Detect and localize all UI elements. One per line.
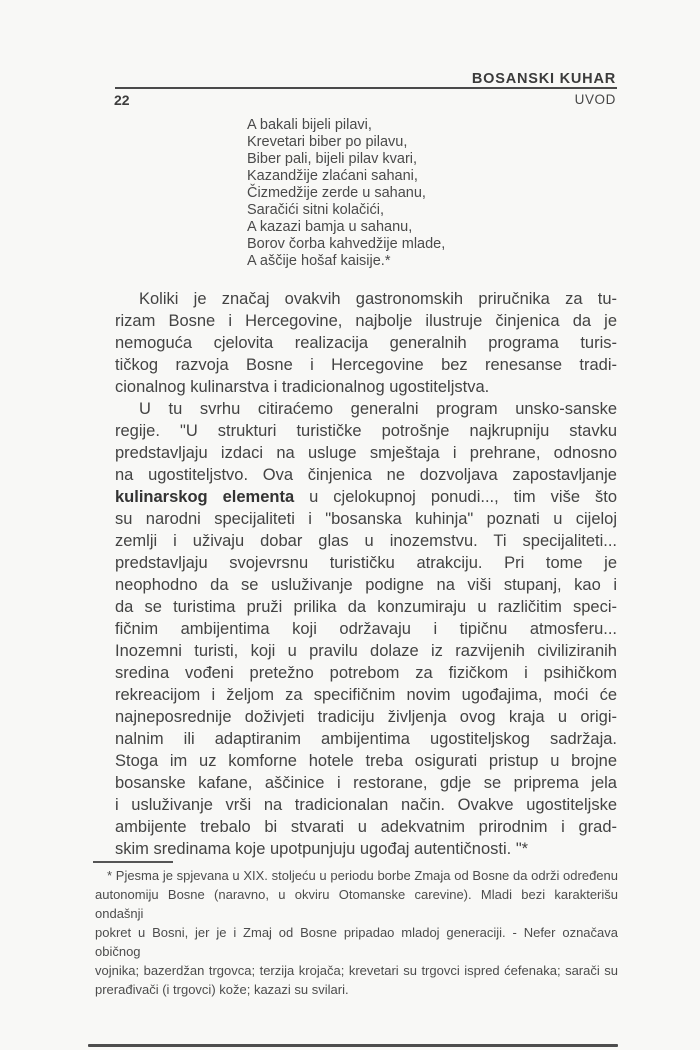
header-rule bbox=[115, 87, 617, 89]
text-line: A kazazi bamja u sahanu, bbox=[247, 219, 413, 235]
text-line: zemlji i uživaju dobar glas u inozemstvu. Ti specijaliteti... bbox=[115, 532, 617, 550]
text-line: nemoguća cjelovita realizacija generalnih programa turis- bbox=[115, 334, 617, 352]
text-line: U tu svrhu citiraćemo generalni program unsko-sanske bbox=[139, 400, 617, 418]
text-line: A bakali bijeli pilavi, bbox=[247, 117, 372, 133]
text-line: Biber pali, bijeli pilav kvari, bbox=[247, 151, 418, 167]
text-line: nalnim ili adaptiranim ambijentima ugostiteljskog sadržaja. bbox=[115, 730, 617, 748]
paragraph-1 bbox=[115, 288, 617, 398]
text-line: sredina vođeni pretežno potrebom za fizičkom i psihičkom bbox=[115, 664, 617, 682]
text-line: fičnim ambijentima koji održavaju i tipičnu atmosferu... bbox=[115, 620, 617, 638]
text-line: prerađivači (i trgovci) kože; kazazi su svilari. bbox=[95, 982, 349, 997]
text-line: Stoga im uz komforne hotele treba osigurati pristup u brojne bbox=[115, 752, 617, 770]
text-line: ambijente trebalo bi stvarati u adekvatnim prirodnim i grad- bbox=[115, 818, 617, 836]
paragraph-2 bbox=[115, 398, 617, 860]
text-line: predstavljaju svojevrsnu turističku atrakciju. Pri tome je bbox=[115, 554, 617, 572]
text-line: Borov čorba kahvedžije mlade, bbox=[247, 236, 446, 252]
footnote bbox=[95, 866, 618, 999]
text-line: Kazandžije zlaćani sahani, bbox=[247, 168, 418, 184]
text-line: da se turistima pruži prilika da konzumiraju u različitim speci- bbox=[115, 598, 617, 616]
text-line: Čizmedžije zerde u sahanu, bbox=[247, 185, 426, 201]
text-line: kulinarskog elementa u cjelokupnoj ponudi..., tim više što bbox=[115, 488, 617, 506]
text-line: Krevetari biber po pilavu, bbox=[247, 134, 408, 150]
bottom-scan-line bbox=[88, 1044, 618, 1047]
text-line: rizam Bosne i Hercegovine, najbolje ilustruje činjenica da je bbox=[115, 312, 617, 330]
text-line: Inozemni turisti, koji u pravilu dolaze iz razvijenih civiliziranih bbox=[115, 642, 617, 660]
text-line: regije. "U strukturi turističke potrošnje najkrupniju stavku bbox=[115, 422, 617, 440]
book-title: BOSANSKI KUHAR bbox=[471, 71, 616, 87]
text-line: i usluživanje vrši na tradicionalan način. Ovakve ugostiteljske bbox=[115, 796, 617, 814]
text-line: cionalnog kulinarstva i tradicionalnog ugostiteljstva. bbox=[115, 378, 490, 396]
text-line: vojnika; bazerdžan trgovca; terzija krojača; krevetari su trgovci ispred ćefenaka; sarači su bbox=[95, 963, 618, 978]
text-line: Saračići sitni kolačići, bbox=[247, 202, 384, 218]
text-line: tičkog razvoja Bosne i Hercegovine bez renesanse tradi- bbox=[115, 356, 617, 374]
text-line: Koliki je značaj ovakvih gastronomskih priručnika za tu- bbox=[139, 290, 617, 308]
text-line: su narodni specijaliteti i "bosanska kuhinja" poznati u cijeloj bbox=[115, 510, 617, 528]
text-line: * Pjesma je spjevana u XIX. stoljeću u periodu borbe Zmaja od Bosne da održi određenu bbox=[107, 868, 618, 883]
poem bbox=[247, 117, 445, 270]
text-line: rekreacijom i željom za specifičnim novim ugođajima, moći će bbox=[115, 686, 617, 704]
text-line: A aščije hošaf kaisije.* bbox=[247, 253, 391, 269]
text-line: predstavljaju izdaci na usluge smještaja i prehrane, odnosno bbox=[115, 444, 617, 462]
text-line: autonomiju Bosne (naravno, u okviru Otomanske carevine). Mladi bezi karakterišu ondašnji bbox=[95, 887, 618, 921]
text-line: pokret u Bosni, jer je i Zmaj od Bosne pripadao mladoj generaciji. - Nefer označava običnog bbox=[95, 925, 618, 959]
text-line: najneposrednije doživjeti tradiciju življenja ovog kraja u origi- bbox=[115, 708, 617, 726]
text-line: skim sredinama koje upotpunjuju ugođaj autentičnosti. "* bbox=[115, 840, 529, 858]
page-number: 22 bbox=[114, 92, 130, 108]
text-line: bosanske kafane, aščinice i restorane, gdje se priprema jela bbox=[115, 774, 617, 792]
text-line: neophodno da se usluživanje podigne na viši stupanj, kao i bbox=[115, 576, 617, 594]
section-label: UVOD bbox=[574, 92, 616, 107]
text-line: na ugostiteljstvo. Ova činjenica ne dozvoljava zapostavljanje bbox=[115, 466, 617, 484]
footnote-rule bbox=[93, 861, 173, 863]
